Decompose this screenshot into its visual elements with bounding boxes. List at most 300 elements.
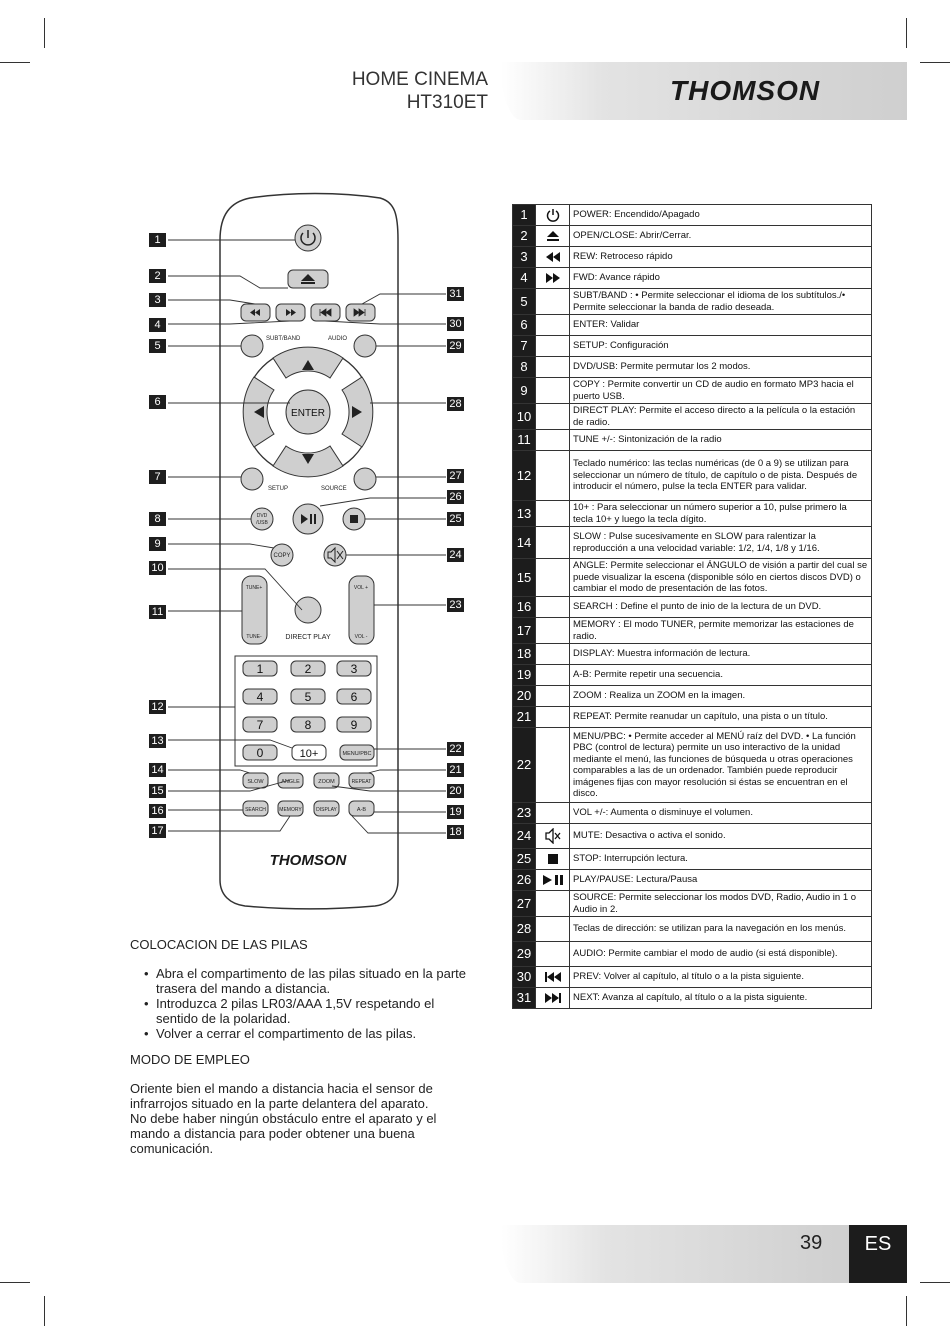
key-number: 27 [513,891,536,917]
setup-label: SETUP [268,486,289,492]
callout-label: 7 [149,470,166,484]
digit-button [291,661,325,676]
key-icon-cell [536,559,570,597]
direct-play-label: DIRECT PLAY [285,634,331,641]
digit-label: 3 [350,662,358,676]
key-icon-cell [536,803,570,824]
key-name: DIRECT PLAY [573,405,634,416]
key-name: 10+ [573,502,590,513]
table-row [513,870,872,891]
svg-text:MEMORY: MEMORY [279,807,302,813]
callout-label: 31 [447,287,464,301]
list-item: • Abra el compartimento de las pilas situado en la parte trasera del mando a distancia. [156,966,491,996]
source-button [354,468,376,490]
key-text: : Sintonización de la radio [612,434,722,446]
table-row [513,686,872,707]
power-button [295,225,321,251]
key-text: : Realiza un ZOOM en la imagen. [601,690,746,702]
callout-label: 21 [447,763,464,777]
key-number: 21 [513,707,536,728]
key-number: 15 [513,559,536,597]
callout-label: 8 [149,512,166,526]
callout-label: 28 [447,397,464,411]
key-name: SOURCE [573,892,614,903]
header-title-line1: HOME CINEMA [351,69,488,90]
callout-label: 5 [149,339,166,353]
key-name: Teclas de dirección [573,923,654,935]
callout-label: 20 [447,784,464,798]
key-number: 12 [513,451,536,501]
key-description [570,501,872,527]
table-row [513,665,872,686]
key-text: : Muestra información de lectura. [611,648,751,660]
digit-button [291,717,325,732]
key-text: : Permite reanudar un capítulo, una pista o un título. [609,711,828,723]
digit-label: 5 [304,690,312,704]
crop-mark [920,1282,950,1283]
key-icon-cell [536,404,570,430]
digit-label: 7 [256,718,264,732]
key-icon-cell [536,336,570,357]
list-item: • Introduzca 2 pilas LR03/AAA 1,5V respetando el sentido de la polaridad. [156,996,476,1026]
header-title-line2: HT310ET [406,92,488,113]
usage-heading: MODO DE EMPLEO [130,1052,250,1067]
callout-label: 18 [447,825,464,839]
key-description [570,728,872,803]
key-number: 18 [513,644,536,665]
mute-icon [536,824,570,849]
key-number: 22 [513,728,536,803]
table-row [513,205,872,226]
digit-button [337,689,371,704]
key-name: SUBT/BAND [573,290,628,301]
key-name: A-B [573,669,589,681]
mute-button [324,544,346,566]
key-description [570,430,872,451]
table-row [513,378,872,404]
crop-mark [906,1296,907,1326]
key-name: MENU/PBC: [573,730,626,742]
key-name: FWD [573,272,595,284]
key-text: : Interrupción lectura. [598,853,688,865]
key-description [570,824,872,849]
crop-mark [906,18,907,48]
key-text: : Retroceso rápido [595,251,673,263]
key-icon-cell [536,527,570,559]
copy-button [271,544,293,566]
table-row [513,527,872,559]
key-icon-cell [536,665,570,686]
menu-pbc-button [340,745,374,760]
table-row [513,501,872,527]
key-text: : Permite convertir un CD de audio en formato MP3 hacia el puerto USB. [573,379,854,402]
direct-play-button [295,597,321,623]
crop-mark [920,62,950,63]
table-row [513,803,872,824]
key-name: REPEAT [573,711,610,723]
key-text: • Permite acceder al MENÚ raíz del DVD. • La función PBC (control de lectura) permite un uso interactivo de la unidad mediante el menú, las funciones de búsqueda u otras operaciones comparables a las de un ordenador. También puede reproducir imágenes fijas con mayor resolución si éstas se encuentran en el disco. [573,730,856,799]
key-number: 8 [513,357,536,378]
usage-text: Oriente bien el mando a distancia hacia el sensor de infrarrojos situado en la parte delantera del aparato. No debe haber ningún obstáculo entre el aparato y el mando a distancia para poder obtener una buena comunicación. [130,1081,437,1156]
play-pause-icon [536,870,570,891]
callout-label: 27 [447,469,464,483]
table-row [513,597,872,618]
callout-label: 14 [149,763,166,777]
audio-label: AUDIO [328,336,348,342]
key-description [570,686,872,707]
key-number: 1 [513,205,536,226]
subt-band-button [241,335,263,357]
key-name: Teclado numérico [573,458,648,470]
digit-button [243,745,277,760]
key-number: 10 [513,404,536,430]
slow-button [243,773,268,788]
remote-control-illustration [140,190,480,920]
callout-label: 30 [447,317,464,331]
table-row [513,917,872,942]
callout-label: 1 [149,233,166,247]
batteries-list [130,966,491,1041]
svg-text:/USB: /USB [256,520,268,526]
list-item: • Volver a cerrar el compartimento de las pilas. [156,1026,491,1041]
table-row [513,404,872,430]
digit-label: 1 [256,662,264,676]
key-name: SLOW : [573,531,607,542]
key-name: MEMORY [573,619,616,630]
svg-text:TUNE-: TUNE- [246,634,262,640]
key-name: OPEN/CLOSE [573,230,635,242]
key-description [570,378,872,404]
key-text: : El modo TUNER, permite memorizar las estaciones de radio. [573,619,854,642]
source-label: SOURCE [321,486,347,492]
key-description [570,226,872,247]
callout-label: 19 [447,805,464,819]
callout-label: 10 [149,561,166,575]
callout-label: 22 [447,742,464,756]
key-text: : las teclas numéricas (de 0 a 9) se utilizan para seleccionar un número de título, de capítulo o de pista. Después de introducir el número, pulse la tecla ENTER para validar. [573,458,858,493]
key-description [570,891,872,917]
callout-label: 17 [149,824,166,838]
batteries-heading: COLOCACION DE LAS PILAS [130,937,308,952]
key-number: 23 [513,803,536,824]
svg-text:DISPLAY: DISPLAY [316,807,337,813]
key-text: : Define el punto de inio de la lectura de un DVD. [612,601,822,613]
play-pause-button [293,504,323,534]
key-text: : Permite permutar los 2 modos. [615,361,751,373]
table-row [513,315,872,336]
key-description [570,451,872,501]
key-description [570,644,872,665]
key-text: : Lectura/Pausa [630,874,698,886]
key-text: : Encendido/Apagado [608,209,700,221]
key-number: 2 [513,226,536,247]
key-icon-cell [536,289,570,315]
digit-label: 4 [256,690,264,704]
prev-icon [536,967,570,988]
key-number: 16 [513,597,536,618]
fast-forward-icon [536,268,570,289]
key-icon-cell [536,942,570,967]
crop-mark [0,62,30,63]
key-name: NEXT [573,992,598,1004]
table-row [513,618,872,644]
key-text: : Avance rápido [594,272,660,284]
key-name: PLAY/PAUSE [573,874,631,886]
fast-forward-button [276,304,305,321]
key-name: MUTE: [573,830,603,842]
key-name: VOL +/- [573,807,606,819]
key-description [570,870,872,891]
key-number: 26 [513,870,536,891]
search-button [243,801,268,816]
key-text: : • Permite seleccionar el idioma de los subtítulos./• Permite seleccionar la banda de radio deseada. [573,290,846,313]
key-text: : Permite repetir una secuencia. [588,669,723,681]
eject-icon [536,226,570,247]
key-description [570,559,872,597]
key-name: COPY [573,379,600,390]
key-number: 31 [513,988,536,1009]
digit-button [243,717,277,732]
table-row [513,707,872,728]
key-description [570,404,872,430]
table-row [513,451,872,501]
svg-text:ZOOM: ZOOM [318,779,335,785]
key-name: ANGLE [573,560,606,572]
callout-label: 15 [149,784,166,798]
ten-plus-button [292,745,326,760]
batteries-section [130,937,491,1041]
svg-text:COPY: COPY [273,553,291,559]
key-number: 29 [513,942,536,967]
key-name: REW [573,251,595,263]
digit-button [291,689,325,704]
callout-label: 12 [149,700,166,714]
key-description [570,268,872,289]
key-name: PREV [573,971,599,983]
key-text: : Validar [605,319,640,331]
tune-rocker [242,576,267,644]
ab-button [349,801,374,816]
key-number: 5 [513,289,536,315]
key-text: : Configuración [604,340,669,352]
table-row [513,644,872,665]
svg-text:SEARCH: SEARCH [245,807,266,813]
digit-label: 6 [350,690,358,704]
key-number: 20 [513,686,536,707]
callout-label: 6 [149,395,166,409]
callout-label: 16 [149,804,166,818]
key-icon-cell [536,686,570,707]
key-icon-cell [536,618,570,644]
key-description [570,289,872,315]
key-description [570,336,872,357]
key-description [570,849,872,870]
callout-label: 23 [447,598,464,612]
table-row [513,226,872,247]
key-name: AUDIO [573,948,604,960]
callout-label: 26 [447,490,464,504]
key-text: : Para seleccionar un número superior a 10, pulse primero la tecla 10+ y luego la tecla dígito. [573,502,847,525]
key-text: Desactiva o activa el sonido. [602,830,726,842]
key-icon-cell [536,451,570,501]
crop-mark [0,1282,30,1283]
key-icon-cell [536,891,570,917]
key-text: Pulse sucesivamente en SLOW para ralentizar la reproducción a una velocidad variable: 1/2, 1/4, 1/8 y 1/16. [573,531,820,554]
repeat-button [349,773,374,788]
table-row [513,988,872,1009]
svg-text:MENU/PBC: MENU/PBC [342,751,372,757]
header-title [352,68,488,114]
remote-brand: THOMSON [269,852,347,869]
digit-button [337,717,371,732]
prev-button [311,304,340,321]
key-name: SETUP [573,340,605,352]
key-function-table [512,204,872,1009]
key-name: DISPLAY [573,648,612,660]
digit-label: 8 [304,718,312,732]
svg-text:VOL -: VOL - [354,634,368,640]
table-row [513,268,872,289]
key-description [570,597,872,618]
table-row [513,728,872,803]
key-number: 3 [513,247,536,268]
key-description [570,917,872,942]
key-text: : Abrir/Cerrar. [634,230,692,242]
table-row [513,289,872,315]
language-badge: ES [849,1225,907,1283]
usage-section [130,1052,448,1156]
key-number: 30 [513,967,536,988]
power-icon [536,205,570,226]
key-name: ENTER [573,319,606,331]
table-row [513,336,872,357]
rewind-icon [536,247,570,268]
key-icon-cell [536,728,570,803]
key-number: 24 [513,824,536,849]
key-number: 13 [513,501,536,527]
table-row [513,559,872,597]
callout-label: 29 [447,339,464,353]
key-description [570,967,872,988]
key-name: STOP [573,853,599,865]
stop-icon [536,849,570,870]
page-number: 39 [800,1232,823,1254]
table-row [513,430,872,451]
key-number: 25 [513,849,536,870]
crop-mark [44,18,45,48]
key-icon-cell [536,501,570,527]
digit-button [243,661,277,676]
key-description [570,665,872,686]
digit-button [337,661,371,676]
key-text: : Volver al capítulo, al título o a la pista siguiente. [598,971,804,983]
key-description [570,988,872,1009]
svg-text:REPEAT: REPEAT [351,779,372,785]
key-description [570,205,872,226]
key-name: ZOOM [573,690,602,702]
key-text: : Permite seleccionar el ÁNGULO de visión a partir del cual se puede visualizar la escena (disponible sólo en ciertos discos DVD) o cambiar el modo de presentación de las fotos. [573,560,868,595]
key-text: : se utilizan para la navegación en los menús. [653,923,847,935]
key-name: DVD/USB [573,361,616,373]
subt-band-label: SUBT/BAND [266,336,301,342]
key-description [570,357,872,378]
svg-text:TUNE+: TUNE+ [245,585,263,591]
key-description [570,707,872,728]
direction-pad [243,347,373,477]
key-number: 28 [513,917,536,942]
key-number: 17 [513,618,536,644]
key-number: 11 [513,430,536,451]
brand-logo: THOMSON [670,75,821,106]
table-row [513,357,872,378]
table-row [513,891,872,917]
digit-label: 9 [350,718,358,732]
key-text: : Permite seleccionar los modos DVD, Radio, Audio in 1 o Audio in 2. [573,892,857,915]
key-number: 7 [513,336,536,357]
digit-button [243,689,277,704]
callout-label: 3 [149,293,166,307]
key-description [570,942,872,967]
key-name: TUNE +/- [573,434,613,446]
key-text: : Permite cambiar el modo de audio (si está disponible). [603,948,838,960]
key-number: 9 [513,378,536,404]
digit-label: 0 [256,746,264,760]
callout-label: 11 [149,605,166,619]
footer-band [501,1225,851,1283]
key-text: : Permite el acceso directo a la película o la estación de radio. [573,405,856,428]
key-text: : Avanza al capítulo, al título o a la pista siguiente. [597,992,808,1004]
key-icon-cell [536,315,570,336]
vol-rocker [349,576,374,644]
next-button [346,304,375,321]
angle-button [278,773,303,788]
audio-button [354,335,376,357]
stop-button [343,508,365,530]
table-row [513,824,872,849]
svg-text:DVD: DVD [256,513,268,519]
crop-mark [44,1296,45,1326]
key-number: 4 [513,268,536,289]
key-number: 6 [513,315,536,336]
key-description [570,315,872,336]
table-row [513,967,872,988]
table-row [513,849,872,870]
memory-button [278,801,303,816]
svg-text:A-B: A-B [356,807,367,813]
key-icon-cell [536,597,570,618]
svg-text:VOL +: VOL + [353,585,369,591]
svg-text:ANGLE: ANGLE [281,779,300,785]
key-description [570,527,872,559]
key-name: POWER [573,209,609,221]
digit-label: 2 [304,662,312,676]
enter-label: ENTER [291,408,325,419]
key-icon-cell [536,378,570,404]
key-icon-cell [536,917,570,942]
callout-label: 2 [149,269,166,283]
key-number: 19 [513,665,536,686]
callout-label: 24 [447,548,464,562]
next-icon [536,988,570,1009]
table-row [513,247,872,268]
eject-button [288,270,328,288]
key-name: SEARCH [573,601,613,613]
key-description [570,618,872,644]
table-row [513,942,872,967]
callout-label: 9 [149,537,166,551]
callout-label: 25 [447,512,464,526]
callout-label: 4 [149,318,166,332]
